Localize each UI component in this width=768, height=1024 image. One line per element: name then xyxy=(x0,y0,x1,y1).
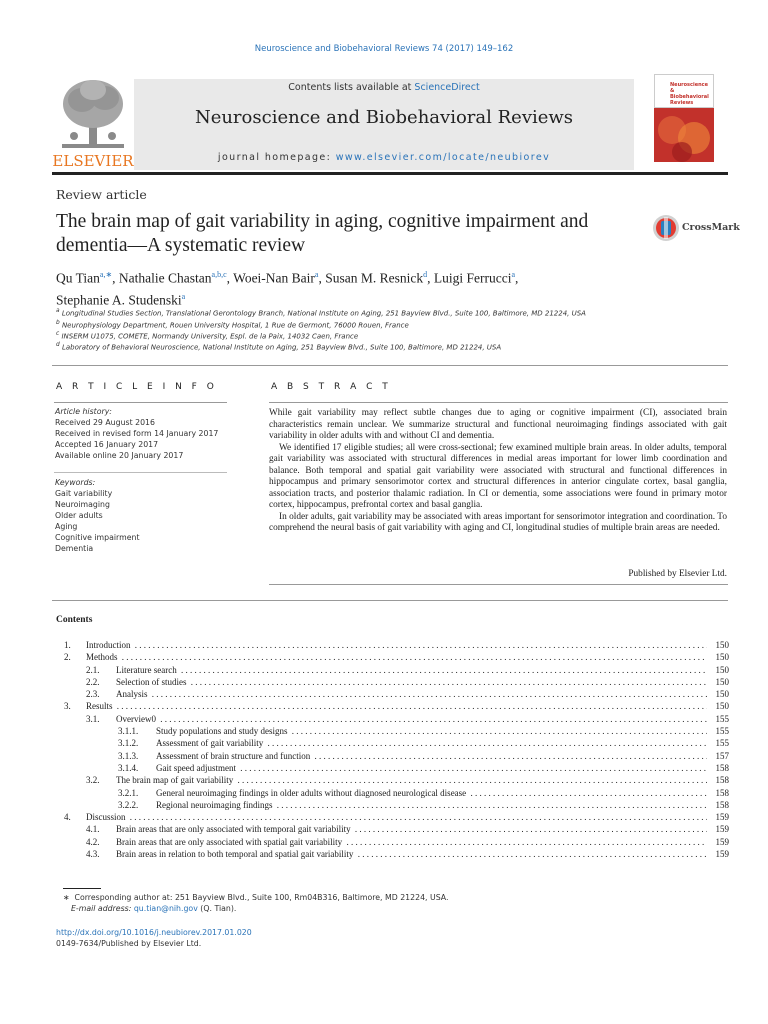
toc-page-number: 150 xyxy=(715,664,729,675)
toc-page-number: 150 xyxy=(715,640,729,650)
author-list: Qu Tian$^{a,∗}$, Nathalie Chastan$^{a,b,c}$, Woei-Nan Bair$^a$, Susan M. Resnick$^d$, Luigi Ferrucci$^a$, Stephanie A. Studenski$^a$ xyxy=(56,270,519,307)
journal-citation[interactable]: Neuroscience and Biobehavioral Reviews 74 (2017) 149–162 xyxy=(254,44,514,54)
toc-page-number: 159 xyxy=(715,836,729,847)
abstract-heading: A B S T R A C T xyxy=(271,382,392,392)
toc-label[interactable]: Methods . . . xyxy=(86,651,707,663)
abstract-paragraph: In older adults, gait variability may be associated with areas important for sensorimotor integration and coordination. To comprehend the neural basis of gait variability with aging and CI, longitudinal studies of multiple brain areas are needed. xyxy=(269,511,727,533)
toc-number: 4.2. xyxy=(86,836,100,847)
toc-entry[interactable] xyxy=(56,664,729,676)
toc-number: 3.1.2. xyxy=(118,738,139,749)
toc-label[interactable]: Regional neuroimaging findings . . . xyxy=(156,799,707,811)
toc-number: 2.3. xyxy=(86,689,100,700)
email-link[interactable]: qu.tian@nih.gov xyxy=(133,904,198,913)
toc-number: 2. xyxy=(64,652,71,663)
toc-number: 3.1.3. xyxy=(118,750,139,761)
affiliation: $^a$ Longitudinal Studies Section, Translational Gerontology Branch, National Institute on Aging, 251 Bayview Blvd., Suite 100, Baltimore, MD 21224, USA xyxy=(56,308,586,318)
abstract-paragraph: While gait variability may reflect subtle changes due to aging or cognitive impairment (CI), associated brain characteristics remain unclear. We summarize structural and functional neuroimaging findings associated with gait variability in older adults with and without CI and dementia. xyxy=(269,408,727,441)
toc-entry[interactable] xyxy=(56,750,729,762)
crossmark-icon xyxy=(652,213,680,243)
toc-page-number: 159 xyxy=(715,824,729,835)
toc-number: 3.2.2. xyxy=(118,799,139,810)
toc-number: 4. xyxy=(64,812,71,823)
toc-entry[interactable] xyxy=(56,774,729,786)
keyword: Gait variability xyxy=(55,489,113,498)
toc-label[interactable]: Brain areas in relation to both temporal and spatial gait variability . . . xyxy=(116,848,707,860)
author[interactable]: Luigi Ferrucci xyxy=(433,270,512,286)
toc-page-number: 150 xyxy=(715,676,729,687)
toc-entry[interactable] xyxy=(56,762,729,774)
toc-page-number: 158 xyxy=(715,787,729,798)
footnote-rule xyxy=(63,888,101,889)
published-by: Published by Elsevier Ltd. xyxy=(628,569,727,579)
toc-number: 1. xyxy=(64,640,71,650)
contents-top-rule xyxy=(52,600,728,601)
keywords-rule xyxy=(54,472,227,473)
article-info-rule xyxy=(54,402,227,403)
toc-label[interactable]: Assessment of brain structure and function . . . xyxy=(156,750,707,762)
abstract-rule xyxy=(269,402,728,403)
corresponding-author-footnote: ∗ Corresponding author at: 251 Bayview Blvd., Suite 100, Rm04B316, Baltimore, MD 21224, USA. E-mail address: qu.tian@nih.gov (Q. Tian). xyxy=(63,893,449,913)
toc-page-number: 150 xyxy=(715,689,729,700)
toc-page-number: 159 xyxy=(715,849,729,860)
contents-available-line: Contents lists available at ScienceDirect xyxy=(288,82,480,93)
toc-entry[interactable] xyxy=(56,651,729,663)
keywords-list: Keywords: Gait variability Neuroimaging Older adults Aging Cognitive impairment Dementia xyxy=(55,477,225,554)
journal-homepage-line: journal homepage: www.elsevier.com/locate/neubiorev xyxy=(217,152,551,163)
abstract-body xyxy=(269,408,727,535)
toc-page-number: 157 xyxy=(715,750,729,761)
journal-cover-thumbnail xyxy=(654,74,714,162)
toc-label[interactable]: Analysis . . . xyxy=(116,688,707,700)
toc-number: 3.2.1. xyxy=(118,787,139,798)
toc-page-number: 159 xyxy=(715,812,729,823)
toc-entry[interactable] xyxy=(56,639,729,651)
crossmark-label: CrossMark xyxy=(682,222,740,233)
toc-label[interactable]: Brain areas that are only associated with spatial gait variability . . . xyxy=(116,836,707,848)
paper-title: The brain map of gait variability in aging, cognitive impairment and dementia—A systematic review xyxy=(56,211,589,256)
masthead-divider xyxy=(52,172,728,175)
article-type: Review article xyxy=(56,187,147,202)
crossmark-badge[interactable] xyxy=(652,213,740,243)
toc-entry[interactable] xyxy=(56,836,729,848)
toc-page-number: 158 xyxy=(715,799,729,810)
toc-page-number: 155 xyxy=(715,738,729,749)
toc-label[interactable]: Gait speed adjustment . . . xyxy=(156,762,707,774)
history-entry: Received in revised form 14 January 2017 xyxy=(55,429,219,438)
author[interactable]: Qu Tian xyxy=(56,270,100,286)
elsevier-wordmark: ELSEVIER xyxy=(52,152,134,170)
affiliation: $^d$ Laboratory of Behavioral Neuroscience, National Institute on Aging, 251 Bayview Blvd., Suite 100, Baltimore, MD 21224, USA xyxy=(56,342,502,352)
toc-entry[interactable] xyxy=(56,688,729,700)
journal-homepage-link[interactable]: www.elsevier.com/locate/neubiorev xyxy=(335,152,551,163)
abstract-paragraph: We identified 17 eligible studies; all were cross-sectional; few examined multiple brain areas. In older adults, temporal gait variability was associated with structural differences in medial areas important for lower limb coordination and balance. Both temporal and spatial gait variability were associated with structural and functional differences in hippocampus and primary sensorimotor cortex and structural differences in anterior cingulate cortex, basal ganglia, association tracts, and posterior thalamic radiation. In CI or dementia, some associations were found in primary motor cortex, hippocampus, prefrontal cortex and basal ganglia. xyxy=(269,442,727,510)
toc-entry[interactable] xyxy=(56,787,729,799)
toc-label[interactable]: Overview0 . . . xyxy=(116,713,707,725)
keyword: Dementia xyxy=(55,544,94,553)
toc-number: 3.1.4. xyxy=(118,762,139,773)
toc-entry[interactable] xyxy=(56,799,729,811)
history-entry: Accepted 16 January 2017 xyxy=(55,440,159,449)
toc-page-number: 158 xyxy=(715,775,729,786)
history-entry: Available online 20 January 2017 xyxy=(55,451,184,460)
toc-label[interactable]: General neuroimaging findings in older adults without diagnosed neurological disease . . . xyxy=(156,787,707,799)
toc-label[interactable]: Selection of studies . . . xyxy=(116,676,707,688)
article-history: Article history: Received 29 August 2016 Received in revised form 14 January 2017 Accepted 16 January 2017 Available online 20 January 2017 xyxy=(55,406,225,461)
elsevier-tree-logo xyxy=(52,74,134,169)
toc-label[interactable]: Discussion . . . xyxy=(86,811,707,823)
toc-entry[interactable] xyxy=(56,811,729,823)
toc-number: 2.1. xyxy=(86,664,100,675)
journal-title: Neuroscience and Biobehavioral Reviews xyxy=(194,107,574,128)
abstract-bottom-rule xyxy=(269,584,728,585)
keyword: Aging xyxy=(55,522,78,531)
toc-label[interactable]: Study populations and study designs . . . xyxy=(156,725,707,737)
toc-page-number: 150 xyxy=(715,652,729,663)
affiliation: $^b$ Neurophysiology Department, Rouen University Hospital, 1 Rue de Germont, 76000 Rouen, France xyxy=(56,320,409,330)
author[interactable]: Susan M. Resnick xyxy=(325,270,424,286)
toc-number: 4.3. xyxy=(86,849,100,860)
author[interactable]: Woei-Nan Bair xyxy=(233,270,315,286)
toc-entry[interactable] xyxy=(56,823,729,835)
toc-entry[interactable] xyxy=(56,700,729,712)
toc-number: 2.2. xyxy=(86,676,100,687)
toc-entry[interactable] xyxy=(56,848,729,860)
toc-number: 3.1.1. xyxy=(118,726,139,737)
issn-line: 0149-7634/Published by Elsevier Ltd. xyxy=(56,939,202,948)
keyword: Cognitive impairment xyxy=(55,533,140,542)
toc-page-number: 150 xyxy=(715,701,729,712)
sciencedirect-link[interactable]: ScienceDirect xyxy=(414,82,480,93)
toc-label[interactable]: Results . . . xyxy=(86,700,707,712)
toc-label[interactable]: Literature search . . . xyxy=(116,664,707,676)
doi-link[interactable]: http://dx.doi.org/10.1016/j.neubiorev.2017.01.020 xyxy=(56,928,252,937)
affiliation: $^c$ INSERM U1075, COMETE, Normandy University, Espl. de la Paix, 14032 Caen, France xyxy=(56,331,359,341)
toc-label[interactable]: Introduction . . . xyxy=(86,639,707,651)
cover-title: Neuroscience & Biobehavioral Reviews xyxy=(670,82,709,106)
toc-number: 3. xyxy=(64,701,71,712)
toc-number: 4.1. xyxy=(86,824,100,835)
toc-entry[interactable] xyxy=(56,713,729,725)
toc-label[interactable]: Assessment of gait variability . . . xyxy=(156,737,707,749)
history-entry: Received 29 August 2016 xyxy=(55,418,155,427)
toc-label[interactable]: The brain map of gait variability . . . xyxy=(116,774,707,786)
keyword: Older adults xyxy=(55,511,103,520)
toc-page-number: 158 xyxy=(715,762,729,773)
toc-number: 3.1. xyxy=(86,713,100,724)
article-info-heading: A R T I C L E I N F O xyxy=(56,382,218,392)
toc-page-number: 155 xyxy=(715,726,729,737)
author[interactable]: Stephanie A. Studenski xyxy=(56,292,182,307)
toc-entry[interactable] xyxy=(56,725,729,737)
table-of-contents xyxy=(56,639,729,860)
author[interactable]: Nathalie Chastan xyxy=(118,270,212,286)
toc-entry[interactable] xyxy=(56,737,729,749)
keyword: Neuroimaging xyxy=(55,500,110,509)
doi-block xyxy=(56,927,252,949)
toc-entry[interactable] xyxy=(56,676,729,688)
section-divider xyxy=(52,365,728,366)
toc-number: 3.2. xyxy=(86,775,100,786)
journal-masthead xyxy=(52,74,714,169)
toc-label[interactable]: Brain areas that are only associated with temporal gait variability . . . xyxy=(116,823,707,835)
toc-page-number: 155 xyxy=(715,713,729,724)
contents-heading: Contents xyxy=(56,615,93,625)
